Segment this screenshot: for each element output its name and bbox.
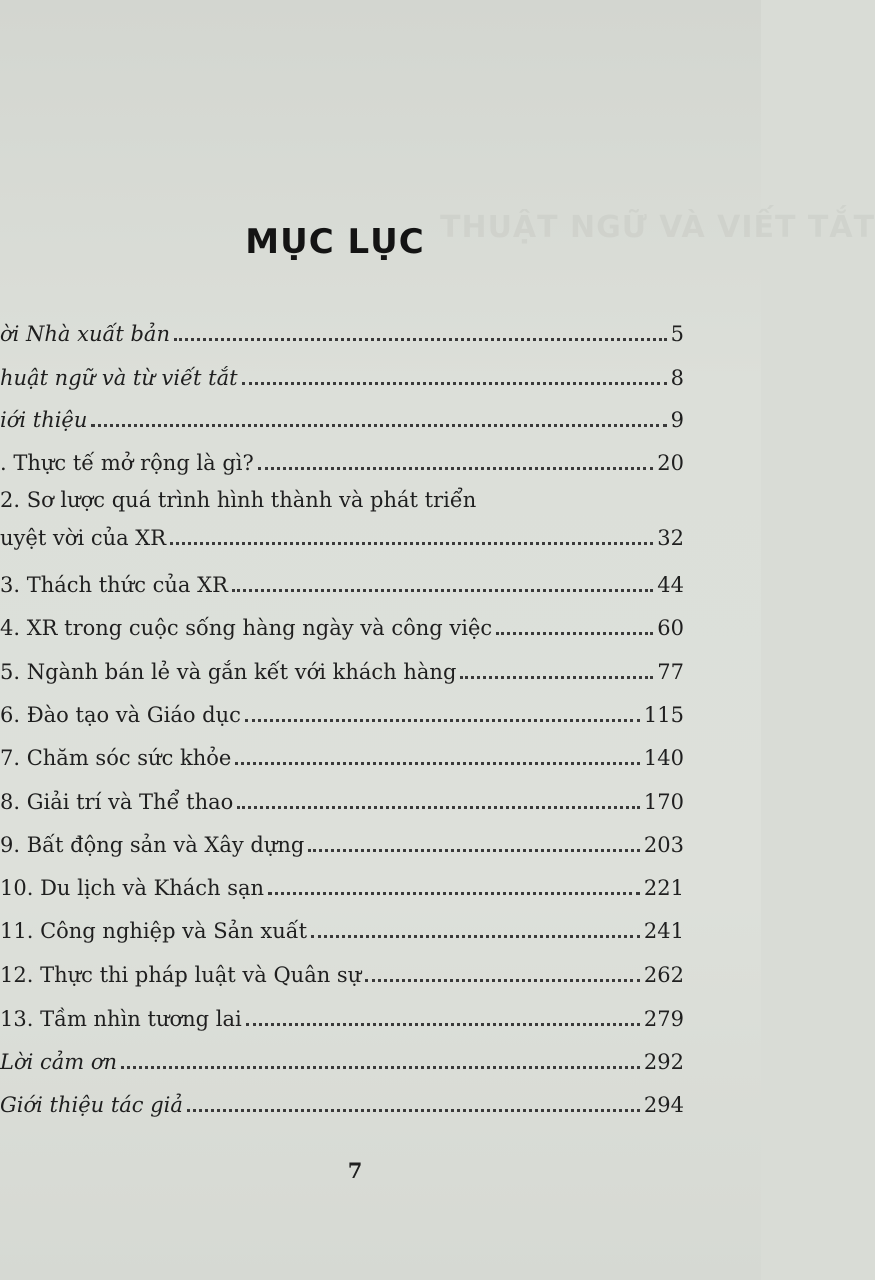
toc-entry	[0, 606, 684, 642]
dot-leader	[246, 1023, 640, 1026]
toc-entry-page: 60	[657, 616, 684, 640]
toc-entry-title: ời Nhà xuất bản	[0, 322, 170, 346]
dot-leader	[121, 1066, 640, 1069]
toc-entry	[0, 909, 684, 945]
toc-entry-title: 7. Chăm sóc sức khỏe	[0, 746, 232, 770]
toc-entry-page: 20	[657, 451, 684, 475]
toc-entry-page: 241	[643, 919, 684, 943]
toc-entry-page: 140	[643, 746, 684, 770]
toc-entry	[0, 1040, 684, 1076]
toc-entry-title: 6. Đào tạo và Giáo dục	[0, 703, 241, 727]
toc-entry-title: Giới thiệu tác giả	[0, 1093, 183, 1117]
toc-entry-page: 221	[643, 876, 684, 900]
toc-entry-title: 13. Tầm nhìn tương lai	[0, 1007, 242, 1031]
toc-entry-page: 292	[643, 1050, 684, 1074]
toc-entry	[0, 953, 684, 989]
toc-entry	[0, 650, 684, 686]
toc-entry	[0, 736, 684, 772]
toc-entry-page: 8	[670, 366, 684, 390]
toc-entry-title: 11. Công nghiệp và Sản xuất	[0, 919, 308, 943]
toc-entry	[0, 356, 684, 392]
toc-entry-title: 9. Bất động sản và Xây dựng	[0, 833, 305, 857]
toc-entry-title: 8. Giải trí và Thể thao	[0, 790, 234, 814]
page-number: 7	[347, 1158, 363, 1183]
dot-leader	[235, 762, 640, 765]
dot-leader	[460, 676, 653, 679]
toc-entry	[0, 1083, 684, 1119]
toc-entry-page: 77	[657, 660, 684, 684]
toc-entry-page: 170	[643, 790, 684, 814]
toc-entry	[0, 866, 684, 902]
dot-leader	[91, 424, 666, 427]
toc-entry-page: 279	[643, 1007, 684, 1031]
dot-leader	[174, 338, 667, 341]
toc-entry-title: 10. Du lịch và Khách sạn	[0, 876, 265, 900]
dot-leader	[311, 935, 640, 938]
toc-entry-page: 32	[657, 526, 684, 550]
dot-leader	[365, 979, 640, 982]
toc-entry-page: 9	[670, 408, 684, 432]
toc-entry	[0, 516, 684, 552]
dot-leader	[237, 806, 640, 809]
toc-entry	[0, 780, 684, 816]
dot-leader	[245, 719, 640, 722]
toc-entry-page: 262	[643, 963, 684, 987]
toc-entry-page: 294	[643, 1093, 684, 1117]
dot-leader	[496, 632, 653, 635]
toc-entry-title: 4. XR trong cuộc sống hàng ngày và công việc	[0, 616, 493, 640]
toc-entry	[0, 997, 684, 1033]
toc-entry	[0, 823, 684, 859]
toc-entry-title: huật ngữ và từ viết tắt	[0, 366, 238, 390]
dot-leader	[258, 467, 654, 470]
toc-entry-page: 5	[670, 322, 684, 346]
toc-entry-page: 115	[643, 703, 684, 727]
dot-leader	[268, 892, 640, 895]
toc-entry	[0, 563, 684, 599]
dot-leader	[187, 1109, 640, 1112]
toc-entry-title: 12. Thực thi pháp luật và Quân sự	[0, 963, 362, 987]
toc-entry	[0, 441, 684, 477]
toc-entry-title: 3. Thách thức của XR	[0, 573, 228, 597]
toc-entry-title: iới thiệu	[0, 408, 88, 432]
dot-leader	[242, 382, 667, 385]
toc-entry	[0, 693, 684, 729]
toc-entry-page: 203	[643, 833, 684, 857]
toc-entry	[0, 398, 684, 434]
toc-entry-title: 5. Ngành bán lẻ và gắn kết với khách hàng	[0, 660, 457, 684]
page-title: MỤC LỤC	[245, 222, 425, 262]
dot-leader	[170, 542, 653, 545]
toc-entry-title: uyệt vời của XR	[0, 526, 167, 550]
toc-entry-title: . Thực tế mở rộng là gì?	[0, 451, 254, 475]
toc-entry-title: Lời cảm ơn	[0, 1050, 118, 1074]
dot-leader	[232, 589, 653, 592]
toc-entry-first-line: 2. Sơ lược quá trình hình thành và phát triển	[0, 488, 477, 512]
toc-entry-page: 44	[657, 573, 684, 597]
toc-entry	[0, 312, 684, 348]
bleed-through-heading: THUẬT NGỮ VÀ VIẾT TẮT	[440, 210, 875, 245]
dot-leader	[308, 849, 640, 852]
